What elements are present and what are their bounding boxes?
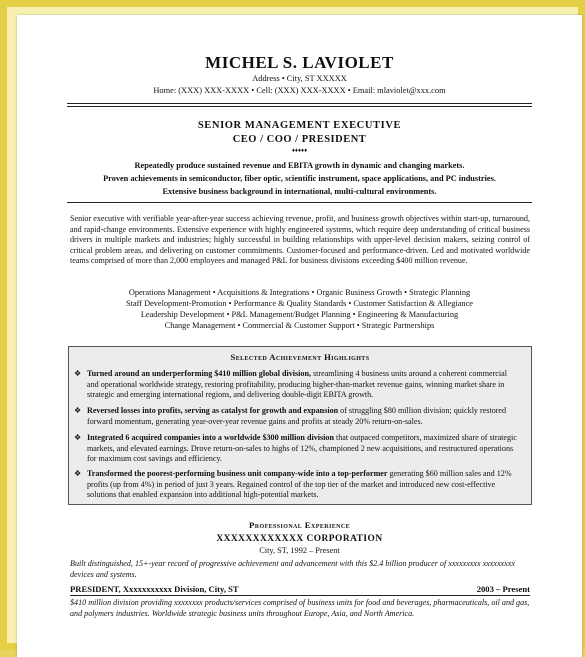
competency-line: Change Management • Commercial & Customer Support • Strategic Partnerships bbox=[164, 321, 435, 330]
highlight-lead: Reversed losses into profits, serving as catalyst for growth and expansion bbox=[87, 406, 339, 415]
role-divider bbox=[70, 595, 530, 596]
diamond-bullet-icon: ❖ bbox=[74, 469, 82, 478]
headline-title: SENIOR MANAGEMENT EXECUTIVE bbox=[197, 120, 402, 131]
header-divider-top bbox=[67, 103, 532, 104]
headline-subtitle: CEO / COO / PRESIDENT bbox=[232, 134, 367, 145]
contact-line: Home: (XXX) XXX-XXXX • Cell: (XXX) XXX-XXXX • Email: mlaviolet@xxx.com bbox=[153, 86, 446, 95]
summary-line: Proven achievements in semiconductor, fiber optic, scientific instrument, space applications, and PC industries. bbox=[103, 174, 496, 183]
summary-line: Repeatedly produce sustained revenue and EBITA growth in dynamic and changing markets. bbox=[134, 161, 465, 170]
company-location-dates: City, ST, 1992 – Present bbox=[259, 546, 340, 555]
address-line: Address • City, ST XXXXX bbox=[252, 74, 347, 83]
highlight-detail: of struggling $80 million division; quickly restored forward momentum, generating year-over-year revenue gains and profits at steady 20% return-on-sales. bbox=[87, 406, 507, 426]
diamond-bullet-icon: ❖ bbox=[74, 433, 82, 442]
candidate-name: MICHEL S. LAVIOLET bbox=[205, 53, 394, 72]
highlight-text bbox=[87, 433, 519, 465]
summary-divider bbox=[67, 202, 532, 203]
highlight-detail: streamlining 4 business units around a coherent commercial and operational worldwide strategy, restoring profitability, producing higher-than-market revenue gains, winning market share in strategic and emerging international regions, and delivering double-digit EBITA growth. bbox=[87, 369, 507, 399]
role-dates: 2003 – Present bbox=[476, 584, 530, 594]
company-name: XXXXXXXXXXXX CORPORATION bbox=[216, 534, 383, 544]
summary-line: Extensive business background in international, multi-cultural environments. bbox=[162, 187, 437, 196]
highlight-lead: Turned around an underperforming $410 million global division, bbox=[87, 369, 311, 378]
highlight-detail: generating $60 million sales and 12% profits (up from 4%) in period of just 3 years. Regained control of the top tier of the market and introduced new cost-effective solutions that enabled expansion into additional high-potential markets. bbox=[87, 469, 512, 499]
header-divider-bottom bbox=[67, 106, 532, 107]
highlight-detail: that outpaced competitors, maximized share of strategic markets, and elevated earnings. Drove return-on-sales to highs of 12%, championed 2 new acquisitions, and restructured operations for maximum cost savings and efficiency. bbox=[87, 433, 517, 463]
competency-line: Staff Development-Promotion • Performance & Quality Standards • Customer Satisfaction & Allegiance bbox=[126, 299, 473, 308]
highlight-text bbox=[87, 369, 519, 401]
company-description: Built distinguished, 15+-year record of progressive achievement and advancement with this $2.4 billion producer of xxxxxxxxx xxxxxxxxx devices and systems. bbox=[70, 559, 515, 579]
highlight-lead: Integrated 6 acquired companies into a worldwide $300 million division bbox=[87, 433, 334, 442]
highlight-lead: Transformed the poorest-performing business unit company-wide into a top-performer bbox=[87, 469, 388, 478]
ornament-divider: ♦♦♦♦♦ bbox=[291, 148, 308, 154]
role-title: PRESIDENT, Xxxxxxxxxxx Division, City, ST bbox=[70, 584, 239, 594]
role-description: $410 million division providing xxxxxxxx products/services comprised of business units for food and beverages, pharmaceuticals, oil and gas, and polymers industries. Worldwide strategic business units throughout Europe, Asia, and North America. bbox=[70, 598, 530, 618]
highlights-heading: Selected Achievement Highlights bbox=[230, 352, 370, 362]
resume-page bbox=[17, 15, 582, 657]
achievement-highlights-box bbox=[68, 346, 532, 505]
competency-line: Operations Management • Acquisitions & Integrations • Organic Business Growth • Strategic Planning bbox=[128, 288, 471, 297]
diamond-bullet-icon: ❖ bbox=[74, 369, 82, 378]
competency-line: Leadership Development • P&L Management/Budget Planning • Engineering & Manufacturing bbox=[140, 310, 459, 319]
highlight-text bbox=[87, 469, 519, 501]
diamond-bullet-icon: ❖ bbox=[74, 406, 82, 415]
experience-heading: Professional Experience bbox=[249, 520, 350, 530]
role-header bbox=[70, 584, 530, 594]
profile-paragraph: Senior executive with verifiable year-after-year success achieving revenue, profit, and business growth objectives within start-up, turnaround, and rapid-change environments. Extensive experience with highly engineered systems, which require deep understanding of critical business drivers in multiple markets and industries; highly successful in building relationships with upper-level decision makers, seizing control of critical problem areas, and delivering on customer commitments. Customer-focused and performance-driven. Led and motivated worldwide teams comprised of more than 2,000 employees and managed P&L for business divisions exceeding $400 million revenue. bbox=[70, 214, 530, 266]
highlight-text bbox=[87, 406, 519, 427]
